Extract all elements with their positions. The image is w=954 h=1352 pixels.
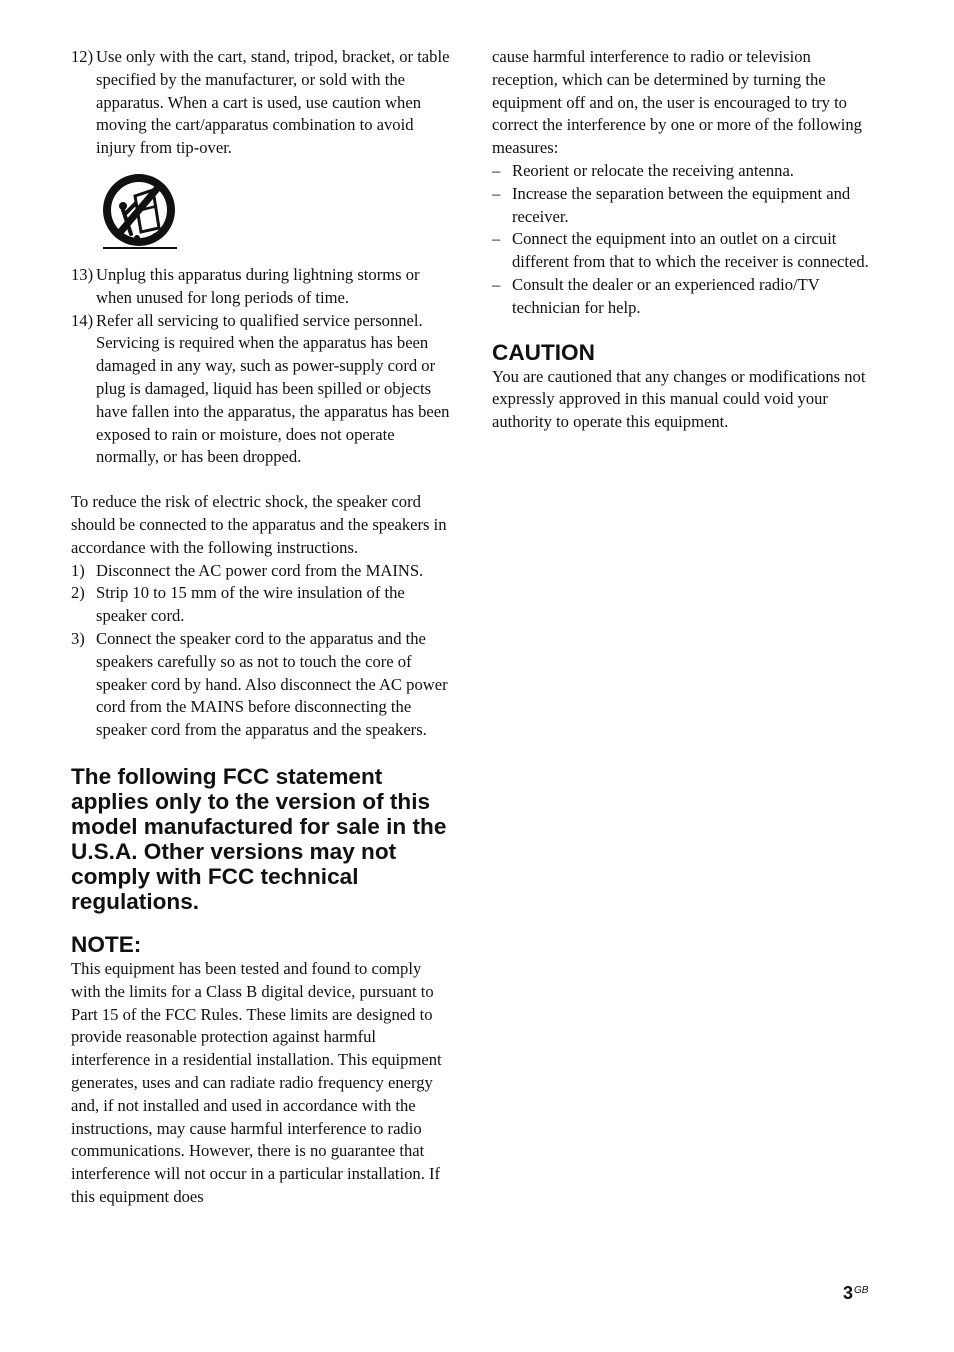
item-number: 2) (71, 583, 85, 603)
list-item (71, 582, 451, 628)
item-text: Disconnect the AC power cord from the MAINS. (96, 560, 424, 580)
list-item (71, 628, 451, 742)
speaker-intro: To reduce the risk of electric shock, the speaker cord should be connected to the apparatus and the speakers in accordance with the following instructions. (71, 492, 447, 557)
safety-list-a (71, 46, 451, 160)
list-item (492, 160, 872, 183)
dash-marker: – (492, 229, 501, 249)
cart-icon-container (71, 160, 451, 264)
item-text: Connect the equipment into an outlet on a circuit different from that to which the receiver is connected. (512, 229, 869, 272)
page-number (843, 1280, 868, 1305)
note-heading: NOTE: (71, 931, 142, 957)
list-item (71, 46, 451, 160)
note-text: This equipment has been tested and found to comply with the limits for a Class B digital device, pursuant to Part 15 of the FCC Rules. These limits are designed to provide reasonable protection against harmful interference in a residential installation. This equipment generates, uses and can radiate radio frequency energy and, if not installed and used in accordance with the instructions, may cause harmful interference to radio communications. However, there is no guarantee that interference will not occur in a particular installation. If this equipment does (71, 958, 442, 1206)
measures-list (492, 160, 872, 320)
item-number: 1) (71, 560, 85, 580)
item-text: Consult the dealer or an experienced radio/TV technician for help. (512, 274, 820, 317)
item-text: Connect the speaker cord to the apparatus and the speakers carefully so as not to touch the core of speaker cord by hand. Also disconnect the AC power cord from the MAINS before disconnecting the speaker cord from the apparatus and the speakers. (96, 628, 448, 740)
page-number-value: 3 (843, 1283, 854, 1303)
safety-list-b (71, 264, 451, 469)
dash-marker: – (492, 183, 501, 203)
left-column (71, 46, 451, 1209)
page-number-suffix: GB (854, 1285, 869, 1296)
item-text: Use only with the cart, stand, tripod, bracket, or table specified by the manufacturer, or sold with the apparatus. When a cart is used, use caution when moving the cart/apparatus combination to avoid injury from tip-over. (96, 47, 450, 158)
caution-text: You are cautioned that any changes or modifications not expressly approved in this manual could void your authority to operate this equipment. (492, 366, 866, 432)
item-text: Refer all servicing to qualified service personnel. Servicing is required when the apparatus has been damaged in any way, such as power-supply cord or plug is damaged, liquid has been spilled or objects have fallen into the apparatus, the apparatus has been exposed to rain or moisture, does not operate normally, or has been dropped. (96, 310, 450, 467)
list-item (492, 183, 872, 229)
item-number: 3) (71, 628, 85, 648)
dash-marker: – (492, 160, 501, 180)
list-item (71, 310, 451, 470)
note-continued: cause harmful interference to radio or television reception, which can be determined by turning the equipment off and on, the user is encouraged to try to correct the interference by one or more of the following measures: (492, 47, 862, 158)
item-text: Unplug this apparatus during lightning storms or when unused for long periods of time. (96, 264, 420, 307)
caution-heading: CAUTION (492, 339, 595, 365)
dash-marker: – (492, 274, 501, 294)
right-column (492, 46, 872, 434)
list-item (492, 274, 872, 320)
fcc-heading: The following FCC statement applies only to the version of this model manufactured for sale in the U.S.A. Other versions may not comply with FCC technical regulations. (71, 763, 447, 914)
item-text: Reorient or relocate the receiving antenna. (512, 160, 794, 180)
item-text: Increase the separation between the equipment and receiver. (512, 183, 851, 226)
list-item (71, 264, 451, 310)
item-number: 14) (71, 310, 94, 330)
speaker-steps (71, 560, 451, 742)
list-item (492, 228, 872, 274)
item-number: 12) (71, 47, 94, 66)
cart-tip-over-warning-icon (97, 170, 181, 254)
item-text: Strip 10 to 15 mm of the wire insulation of the speaker cord. (96, 583, 405, 626)
item-number: 13) (71, 264, 94, 284)
list-item (71, 560, 451, 583)
